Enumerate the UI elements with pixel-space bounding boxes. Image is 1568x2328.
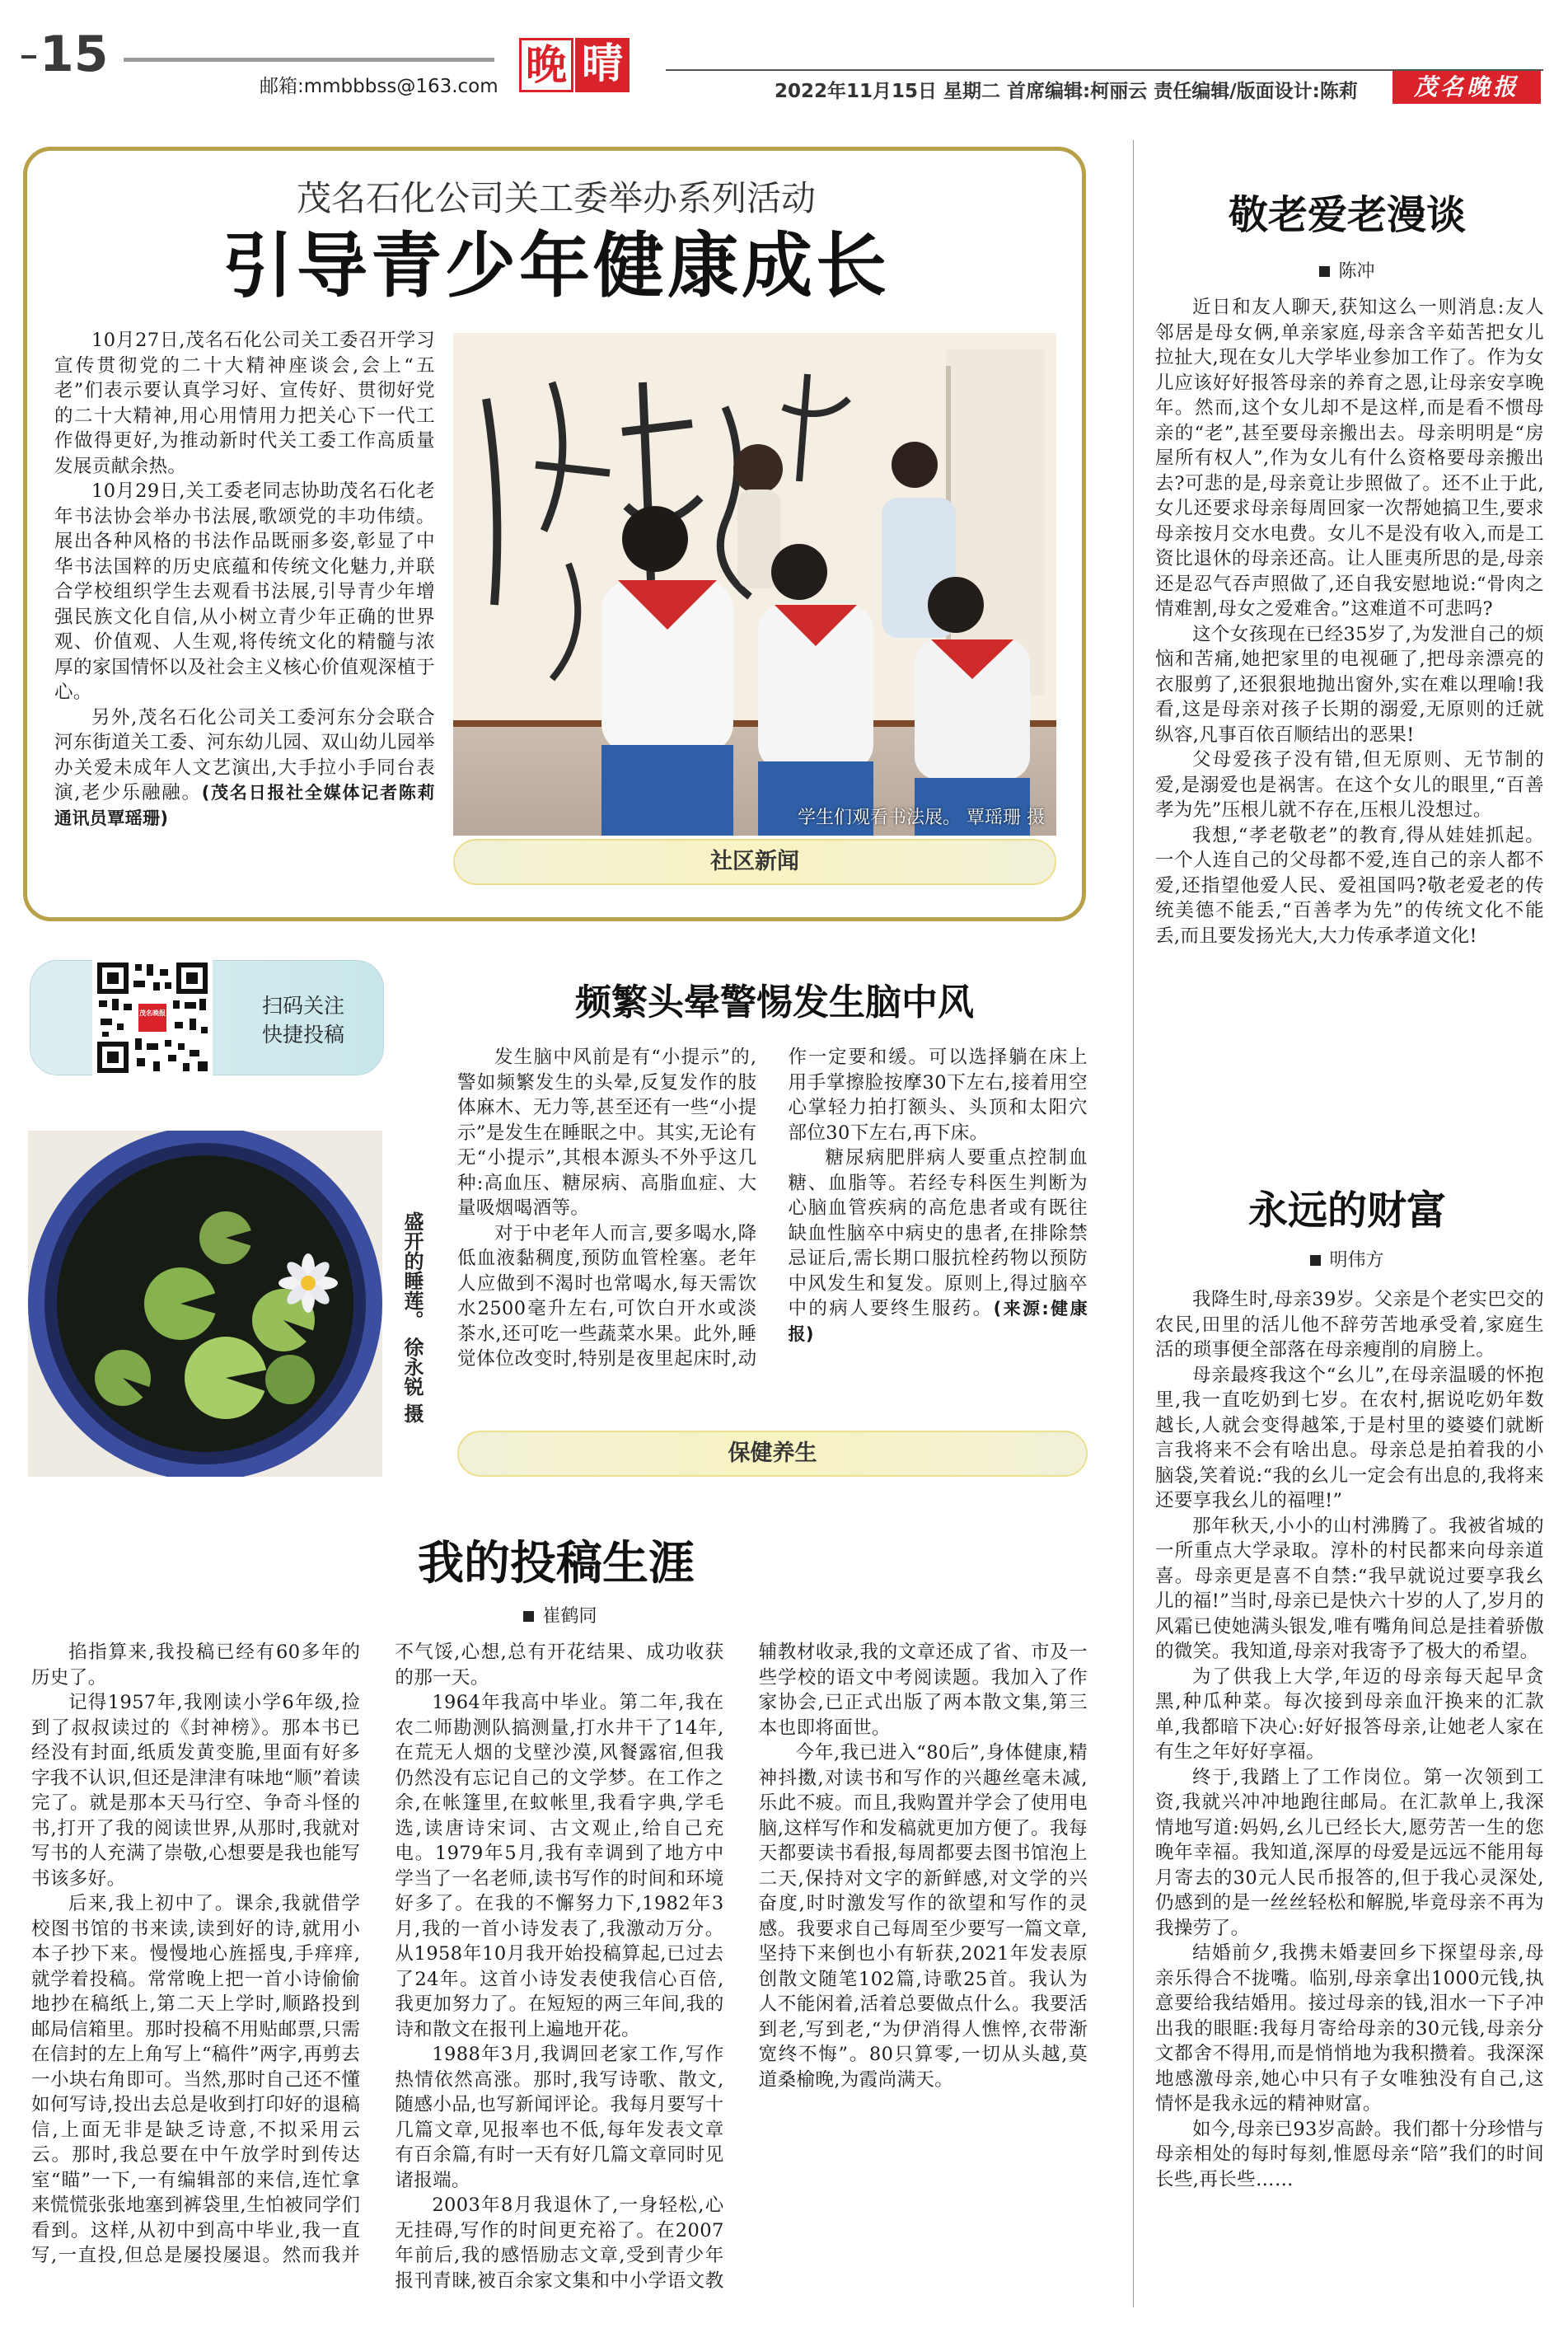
article5-byline: 崔鹤同 — [428, 1602, 692, 1628]
lily-caption: 盛开的睡莲。 徐永锐 摄 — [400, 1211, 424, 1423]
qr-code[interactable] — [92, 958, 213, 1078]
calligraphy-photo — [453, 333, 1056, 836]
page-number: 15 — [21, 30, 109, 79]
column-rule-right — [1133, 140, 1134, 2307]
article5-title: 我的投稿生涯 — [418, 1537, 695, 1590]
tag-community-news: 社区新闻 — [453, 839, 1056, 885]
email-line: 邮箱:mmbbbss@163.com — [260, 76, 498, 97]
qr-center-label: 茂名晚报 — [139, 1009, 166, 1017]
article4-byline: 明伟方 — [1145, 1246, 1549, 1272]
article5-body: 掐指算来,我投稿已经有60多年的历史了。 记得1957年,我刚读小学6年级,捡到了叔叔读过的《封神榜》。那本书已经没有封面,纸质发黄变脆,里面有好多字我不认识,但还是津津有味地“顺”着读完了。就是那本天马行空、争奇斗怪的书,打开了我的阅读世界,从那时,我就对写书的人充满了崇敬,心想要是我也能写书该多好。 后来,我上初中了。课余,我就借学校图书馆的书来读,读到好的诗,就用小本子抄下来。慢慢地心旌摇曳,手痒痒,就学着投稿。常常晚上把一首小诗偷偷地抄在稿纸上,第二天上学时,顺路投到邮局信箱里。那时投稿不用贴邮票,只需在信封的左上角写上“稿件”两字,再剪去一小块右角即可。当然,那时自己还不懂如何写诗,投出去总是收到打印好的退稿信,上面无非是缺乏诗意,不拟采用云云。那时,我总要在中午放学时到传达室“瞄”一下,一有编辑部的来信,连忙拿来慌慌张张地塞到裤袋里,生怕被同学们看到。这样,从初中到高中毕业,我一直写,一直投,但总是屡投屡退。然而我并不气馁,心想,总有开花结果、成功收获的那一天。 1964年我高中毕业。第二年,我在农二师勘测队搞测量,打水井干了14年,在荒无人烟的戈壁沙漠,风餐露宿,但我仍然没有忘记自己的文学梦。在工作之余,在帐篷里,在蚊帐里,我看字典,学毛选,读唐诗宋词、古文观止,给自己充电。1979年5月,我有幸调到了地方中学当了一名老师,读书写作的时间和环境好多了。在我的不懈努力下,1982年3月,我的一首小诗发表了,我激动万分。从1958年10月我开始投稿算起,已过去了24年。这首小诗发表使我信心百倍,我更加努力了。在短短的两三年间,我的诗和散文在报刊上遍地开花。 1988年3月,我调回老家工作,写作热情依然高涨。那时,我写诗歌、散文,随感小品,也写新闻评论。我每月要写十几篇文章,见报率也不低,每年发表文章有百余篇,有时一天有好几篇文章同时见诸报端。 2003年8月我退休了,一身轻松,心无挂碍,写作的时间更充裕了。在2007年前后,我的感悟励志文章,受到青少年报刊青睐,被百余家文集和中小学语文教辅教材收录,我的文章还成了省、市及一些学校的语文中考阅读题。我加入了作家协会,已正式出版了两本散文集,第三本也即将面世。 今年,我已进入“80后”,身体健康,精神抖擞,对读书和写作的兴趣丝毫未减,乐此不疲。而且,我购置并学会了使用电脑,这样写作和发稿就更加方便了。我每天都要读书看报,每周都要去图书馆泡上二天,保持对文字的新鲜感,对文学的兴奋度,时时激发写作的欲望和写作的灵感。我要求自己每周至少要写一篇文章,坚持下来倒也小有斩获,2021年发表原创散文随笔102篇,诗歌25首。我认为人不能闲着,活着总要做点什么。我要活到老,写到老,“为伊消得人憔悴,衣带渐宽终不悔”。80只算零,一切从头越,莫道桑榆晚,为霞尚满天。 — [31, 1642, 1088, 2292]
paper-logo: 茂名晚报 — [1392, 71, 1541, 104]
article3-body: 近日和友人聊天,获知这么一则消息:友人邻居是母女俩,单亲家庭,母亲含辛茹苦把女儿拉扯大,现在女儿大学毕业参加工作了。作为女儿应该好好报答母亲的养育之恩,让母亲安享晚年。然而,这个女儿却不是这样,而是看不惯母亲的“老”,甚至要母亲搬出去。母亲明明是“房屋所有权人”,作为女儿有什么资格要母亲搬出去?可悲的是,母亲竟让步照做了。还不止于此,女儿还要求母亲每周回家一次帮她搞卫生,要求母亲按月交水电费。女儿不是没有收入,而是工资比退休的母亲还高。让人匪夷所思的是,母亲还是忍气吞声照做了,还自我安慰地说:“骨肉之情难割,母女之爱难舍。”这难道不可悲吗? 这个女孩现在已经35岁了,为发泄自己的烦恼和苦痛,她把家里的电视砸了,把母亲漂亮的衣服剪了,还狠狠地抛出窗外,实在难以理喻!我看,这是母亲对孩子长期的溺爱,无原则的迁就纵容,凡事百依百顺结出的恶果! 父母爱孩子没有错,但无原则、无节制的爱,是溺爱也是祸害。在这个女儿的眼里,“百善孝为先”压根儿就不存在,压根儿没想过。 我想,“孝老敬老”的教育,得从娃娃抓起。一个人连自己的父母都不爱,连自己的亲人都不爱,还指望他爱人民、爱祖国吗?敬老爱老的传统美德不能丢,“百善孝为先”的传统文化不能丢,而且要发扬光大,大力传承孝道文化! — [1155, 297, 1544, 947]
qr-code-svg — [92, 958, 213, 1078]
article2-body: 发生脑中风前是有“小提示”的,警如频繁发生的头晕,反复发作的肢体麻木、无力等,甚至还有一些“小提示”是发生在睡眠之中。其实,无论有无“小提示”,其根本源头不外乎这几种:高血压、糖尿病、高脂血症、大量吸烟喝酒等。 对于中老年人而言,要多喝水,降低血液黏稠度,预防血管栓塞。老年人应做到不渴时也常喝水,每天需饮水2500毫升左右,可饮白开水或淡茶水,还可吃一些蔬菜水果。此外,睡觉体位改变时,特别是夜里起床时,动作一定要和缓。可以选择躺在床上用手掌擦脸按摩30下左右,接着用空心掌轻力拍打额头、头顶和太阳穴部位30下左右,再下床。 糖尿病肥胖病人要重点控制血糖、血脂等。若经专科医生判断为心脑血管疾病的高危患者或有既往缺血性脑卒中病史的患者,在排除禁忌证后,需长期口服抗栓药物以预防中风发生和复发。原则上,得过脑卒中的病人要终生服药。(来源:健康报) — [457, 1047, 1088, 1370]
masthead-rule-left — [124, 58, 494, 62]
article3-byline: 陈冲 — [1145, 257, 1549, 283]
lily-photo-svg — [28, 1131, 382, 1477]
article1-body: 10月27日,茂名石化公司关工委召开学习宣传贯彻党的二十大精神座谈会,会上“五老”们表示要认真学习好、宣传好、贯彻好党的二十大精神,用心用情用力把关心下一代工作做得更好,为推动新时代关工委工作高质量发展贡献余热。 10月29日,关工委老同志协助茂名石化老年书法协会举办书法展,歌颂党的丰功伟绩。展出各种风格的书法作品既丽多姿,彰显了中华书法国粹的历史底蕴和传统文化魅力,并联合学校组织学生去观看书法展,引导青少年增强民族文化自信,从小树立青少年正确的世界观、价值观、人生观,将传统文化的精髓与浓厚的家国情怀以及社会主义核心价值观深植于心。 另外,茂名石化公司关工委河东分会联合河东街道关工委、河东幼儿园、双山幼儿园举办关爱未成年人文艺演出,大手拉小手同台表演,老少乐融融。(茂名日报社全媒体记者陈莉 通讯员覃瑶珊) — [54, 330, 435, 828]
article2-title: 频繁头晕警惕发生脑中风 — [575, 981, 974, 1023]
article4-title: 永远的财富 — [1247, 1187, 1446, 1234]
article1-title: 引导青少年健康成长 — [222, 225, 890, 307]
tag-health: 保健养生 — [457, 1431, 1088, 1477]
article3-title: 敬老爱老漫谈 — [1228, 192, 1466, 238]
section-name: 晚 晴 — [519, 38, 630, 94]
article1-kicker: 茂名石化公司关工委举办系列活动 — [296, 178, 816, 218]
qr-text: 扫码关注 快捷投稿 — [262, 994, 345, 1047]
lily-photo — [28, 1131, 382, 1477]
date-editor-line: 2022年11月15日 星期二 首席编辑:柯丽云 责任编辑/版面设计:陈莉 — [775, 81, 1358, 102]
calligraphy-photo-svg — [453, 333, 1056, 836]
article4-body: 我降生时,母亲39岁。父亲是个老实巴交的农民,田里的活儿他不辞劳苦地承受着,家庭生活的琐事便全部落在母亲瘦削的肩膀上。 母亲最疼我这个“幺儿”,在母亲温暖的怀抱里,我一直吃奶到七岁。在农村,据说吃奶年数越长,人就会变得越笨,于是村里的婆婆们就断言我将来不会有啥出息。母亲总是拍着我的小脑袋,笑着说:“我的幺儿一定会有出息的,我将来还要享我幺儿的福哩!” 那年秋天,小小的山村沸腾了。我被省城的一所重点大学录取。淳朴的村民都来向母亲道喜。母亲更是喜不自禁:“我早就说过要享我幺儿的福!”当时,母亲已是快六十岁的人了,岁月的风霜已使她满头银发,唯有嘴角间总是挂着骄傲的微笑。我知道,母亲对我寄予了极大的希望。 为了供我上大学,年迈的母亲每天起早贪黑,种瓜种菜。每次接到母亲血汗换来的汇款单,我都暗下决心:好好报答母亲,让她老人家在有生之年好好享福。 终于,我踏上了工作岗位。第一次领到工资,我就兴冲冲地跑往邮局。在汇款单上,我深情地写道:妈妈,幺儿已经长大,愿劳苦一生的您晚年幸福。我知道,深厚的母爱是远远不能用每月寄去的30元人民币报答的,但于我心灵深处,仍感到的是一丝丝轻松和解脱,毕竟母亲不再为我操劳了。 结婚前夕,我携未婚妻回乡下探望母亲,母亲乐得合不拢嘴。临别,母亲拿出1000元钱,执意要给我结婚用。接过母亲的钱,泪水一下子冲出我的眼眶:我每月寄给母亲的30元钱,母亲分文都舍不得用,而是悄悄地为我积攒着。我深深地感激母亲,她心中只有子女唯独没有自己,这情怀是我永远的精神财富。 如今,母亲已93岁高龄。我们都十分珍惜与母亲相处的每时每刻,惟愿母亲“陪”我们的时间长些,再长些…… — [1155, 1289, 1544, 2190]
photo1-caption: 学生们观看书法展。 覃瑶珊 摄 — [798, 808, 1045, 828]
